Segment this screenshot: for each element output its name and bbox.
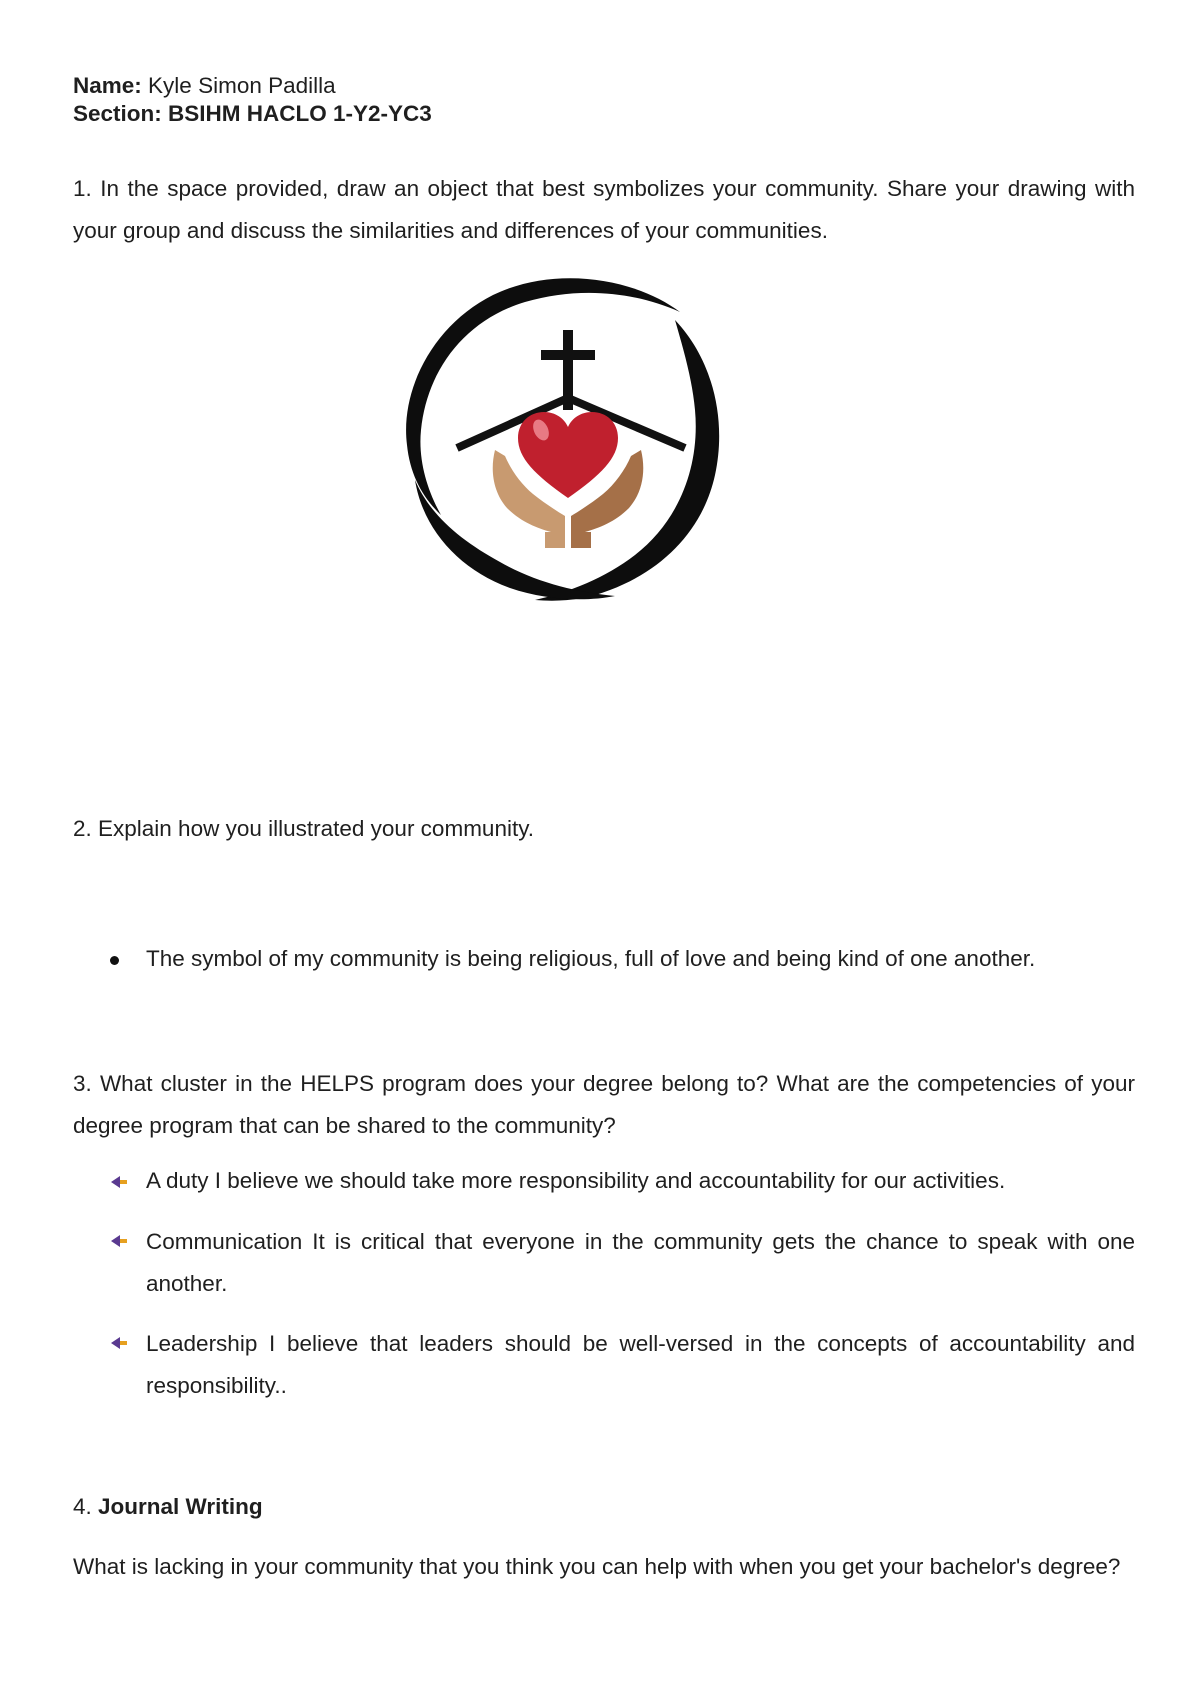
section-value: BSIHM HACLO 1-Y2-YC3 bbox=[168, 101, 432, 126]
community-symbol-drawing bbox=[385, 270, 750, 610]
arrow-bullet-icon bbox=[111, 1234, 127, 1248]
question-4-title: Journal Writing bbox=[98, 1494, 263, 1519]
name-label: Name: bbox=[73, 73, 142, 98]
question-2-text: 2. Explain how you illustrated your community. bbox=[73, 816, 535, 841]
question-4-number: 4. bbox=[73, 1494, 92, 1519]
bullet-icon bbox=[110, 956, 119, 965]
section-line bbox=[73, 100, 432, 128]
name-line bbox=[73, 72, 336, 100]
competency-item-3: Leadership I believe that leaders should be well-versed in the concepts of accountability and responsibility.. bbox=[146, 1331, 1135, 1398]
arrow-bullet-icon bbox=[111, 1336, 127, 1350]
name-value: Kyle Simon Padilla bbox=[148, 73, 336, 98]
arrow-bullet-icon bbox=[111, 1175, 127, 1189]
section-label: Section: bbox=[73, 101, 162, 126]
competency-item-2: Communication It is critical that everyone in the community gets the chance to speak with one another. bbox=[146, 1229, 1135, 1296]
competency-item-1: A duty I believe we should take more responsibility and accountability for our activities. bbox=[146, 1168, 1006, 1193]
question-2-answer: The symbol of my community is being religious, full of love and being kind of one another. bbox=[146, 946, 1036, 971]
question-4-text: What is lacking in your community that you think you can help with when you get your bachelor's degree? bbox=[73, 1554, 1121, 1579]
heart-icon bbox=[518, 412, 618, 498]
question-3-text: 3. What cluster in the HELPS program does your degree belong to? What are the competencies of your degree program that can be shared to the community? bbox=[73, 1071, 1135, 1138]
question-1-text: 1. In the space provided, draw an object that best symbolizes your community. Share your drawing with your group and discuss the similarities and differences of your communities. bbox=[73, 176, 1135, 243]
question-4-heading bbox=[73, 1493, 263, 1521]
